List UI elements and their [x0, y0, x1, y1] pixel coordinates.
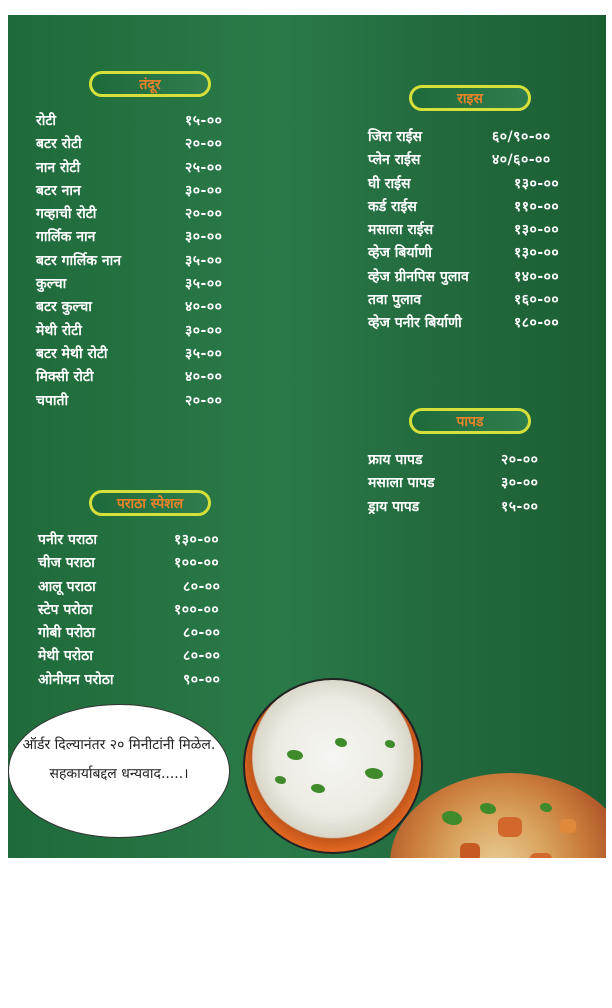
item-name: ड्राय पापड	[368, 498, 420, 515]
section-header-papad	[409, 408, 531, 434]
paratha-list	[38, 529, 238, 692]
item-price: ८०-००	[183, 625, 221, 642]
list-item	[36, 250, 246, 273]
section-header-rice	[409, 85, 531, 111]
item-price: १३०-००	[174, 532, 220, 548]
item-name: मसाला पापड	[368, 475, 435, 492]
list-item	[368, 173, 593, 196]
item-name: मिक्सी रोटी	[36, 369, 94, 386]
item-name: कर्ड राईस	[368, 198, 417, 215]
item-name: रोटी	[36, 113, 57, 129]
item-price: ३५-००	[185, 252, 223, 269]
list-item	[36, 343, 246, 366]
list-item	[38, 622, 238, 645]
list-item	[36, 366, 246, 389]
item-name: नान रोटी	[36, 159, 81, 176]
item-price: ८०-००	[183, 578, 221, 595]
item-name: प्लेन राईस	[368, 152, 421, 169]
item-name: ओनीयन परोठा	[38, 671, 114, 688]
list-item	[36, 320, 246, 343]
rice-list	[368, 126, 593, 336]
list-item	[36, 110, 246, 133]
list-item	[368, 449, 568, 472]
list-item	[36, 390, 246, 413]
item-price: ४०-००	[185, 299, 223, 316]
item-price: १८०-००	[514, 315, 560, 332]
item-name: बटर कुल्चा	[36, 299, 92, 316]
list-item	[368, 312, 593, 335]
item-price: ३०-००	[185, 182, 223, 199]
item-price: ३०-००	[185, 229, 223, 246]
item-name: व्हेज बिर्याणी	[368, 245, 432, 262]
item-price: २५-००	[185, 159, 223, 176]
item-price: ६०/९०-००	[492, 129, 551, 145]
item-name: गार्लिक नान	[36, 229, 96, 246]
item-price: ३०-००	[185, 322, 223, 339]
list-item	[38, 576, 238, 599]
list-item	[368, 266, 593, 289]
item-price: ४०/६०-००	[492, 152, 551, 169]
item-price: ३५-००	[185, 345, 223, 362]
item-name: गव्हाची रोटी	[36, 206, 97, 223]
item-name: मेथी रोटी	[36, 322, 82, 339]
item-name: बटर रोटी	[36, 136, 82, 153]
item-name: स्टेप परोठा	[38, 601, 93, 618]
list-item	[368, 496, 568, 519]
item-price: १००-००	[174, 601, 220, 618]
section-header-tandoor	[89, 71, 211, 97]
item-price: १३०-००	[514, 222, 560, 239]
list-item	[36, 133, 246, 156]
item-name: चपाती	[36, 392, 69, 409]
section-header-paratha	[89, 490, 211, 516]
item-price: २०-००	[185, 392, 223, 409]
section-title-paratha: पराठा स्पेशल	[116, 495, 184, 512]
list-item	[36, 157, 246, 180]
item-name: व्हेज ग्रीनपिस पुलाव	[368, 268, 469, 285]
item-name: बटर नान	[36, 182, 81, 199]
list-item	[38, 529, 238, 552]
list-item	[368, 219, 593, 242]
item-price: ८०-००	[183, 648, 221, 665]
item-price: १५-००	[185, 113, 223, 129]
list-item	[368, 242, 593, 265]
list-item	[368, 126, 593, 149]
item-price: २०-००	[501, 452, 539, 468]
list-item	[36, 180, 246, 203]
tandoor-list	[36, 110, 246, 413]
section-title-papad: पापड	[456, 413, 484, 430]
list-item	[38, 669, 238, 692]
biryani-plate-image	[390, 773, 606, 858]
list-item	[38, 645, 238, 668]
item-name: तवा पुलाव	[368, 292, 422, 309]
item-name: पनीर पराठा	[38, 532, 98, 548]
item-price: १४०-००	[514, 268, 560, 285]
item-price: २०-००	[185, 136, 223, 153]
list-item	[38, 599, 238, 622]
list-item	[36, 296, 246, 319]
item-price: ३०-००	[501, 475, 539, 492]
list-item	[368, 196, 593, 219]
list-item	[36, 226, 246, 249]
item-name: बटर मेथी रोटी	[36, 345, 108, 362]
item-name: चीज पराठा	[38, 555, 95, 572]
item-price: ३५-००	[185, 276, 223, 293]
list-item	[36, 273, 246, 296]
list-item	[36, 203, 246, 226]
item-name: जिरा राईस	[368, 129, 422, 145]
item-price: ९०-००	[183, 671, 221, 688]
item-name: मेथी परोठा	[38, 648, 93, 665]
list-item	[368, 289, 593, 312]
section-title-tandoor: तंदूर	[139, 76, 161, 93]
section-title-rice: राइस	[457, 90, 483, 107]
list-item	[368, 149, 593, 172]
order-note-thanks: सहकार्याबद्दल धन्यवाद.....।	[49, 766, 189, 782]
order-note-time: ऑर्डर दिल्यानंतर २० मिनीटांनी मिळेल.	[22, 737, 216, 753]
item-price: १३०-००	[514, 175, 560, 192]
item-name: मसाला राईस	[368, 222, 434, 239]
item-name: व्हेज पनीर बिर्याणी	[368, 315, 462, 332]
item-price: १६०-००	[514, 292, 560, 309]
item-price: ११०-००	[514, 198, 560, 215]
item-name: गोबी परोठा	[38, 625, 96, 642]
list-item	[368, 472, 568, 495]
item-price: १३०-००	[514, 245, 560, 262]
item-name: फ्राय पापड	[368, 452, 423, 468]
item-name: घी राईस	[368, 175, 411, 192]
item-name: बटर गार्लिक नान	[36, 252, 122, 269]
item-price: ४०-००	[185, 369, 223, 386]
item-price: २०-००	[185, 206, 223, 223]
rice-bowl-image	[243, 678, 423, 854]
list-item	[38, 552, 238, 575]
papad-list	[368, 449, 568, 519]
order-note	[8, 704, 230, 838]
item-price: १५-००	[501, 498, 539, 515]
item-name: कुल्चा	[36, 276, 67, 293]
item-price: १००-००	[174, 555, 220, 572]
item-name: आलू पराठा	[38, 578, 96, 595]
